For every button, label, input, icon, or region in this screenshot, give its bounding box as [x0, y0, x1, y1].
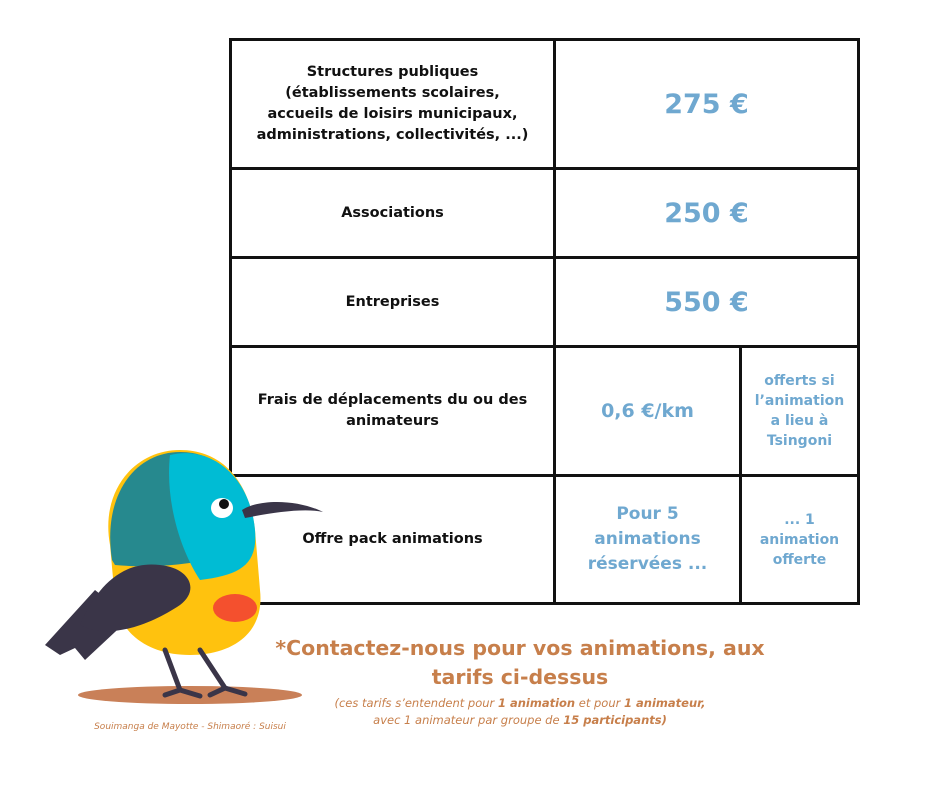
row-label-public: Structures publiques (établissements scolaires, accueils de loisirs municipaux, administrations, collectivités, ...) — [229, 38, 556, 170]
row-note-travel: offerts si l’animation a lieu à Tsingoni — [739, 345, 860, 477]
row-label-associations: Associations — [229, 167, 556, 259]
row-price-travel: 0,6 €/km — [553, 345, 742, 477]
contact-title: *Contactez-nous pour vos animations, aux tarifs ci-dessus — [275, 636, 765, 689]
row-price-entreprises: 550 € — [553, 256, 860, 348]
row-price-pack: Pour 5 animations réservées ... — [553, 474, 742, 605]
row-label-pack: Offre pack animations — [229, 474, 556, 605]
row-price-public: 275 € — [553, 38, 860, 170]
bird-beak — [242, 502, 323, 518]
bird-caption: Souimanga de Mayotte - Shimaoré : Suisui — [94, 722, 286, 732]
bird-red-patch — [213, 594, 257, 622]
row-price-associations: 250 € — [553, 167, 860, 259]
contact-subtitle: (ces tarifs s’entendent pour 1 animation et pour 1 animateur, avec 1 animateur par groupe de 15 participants) — [334, 696, 706, 727]
row-note-pack: ... 1 animation offerte — [739, 474, 860, 605]
row-label-travel: Frais de déplacements du ou des animateurs — [229, 345, 556, 477]
row-label-entreprises: Entreprises — [229, 256, 556, 348]
